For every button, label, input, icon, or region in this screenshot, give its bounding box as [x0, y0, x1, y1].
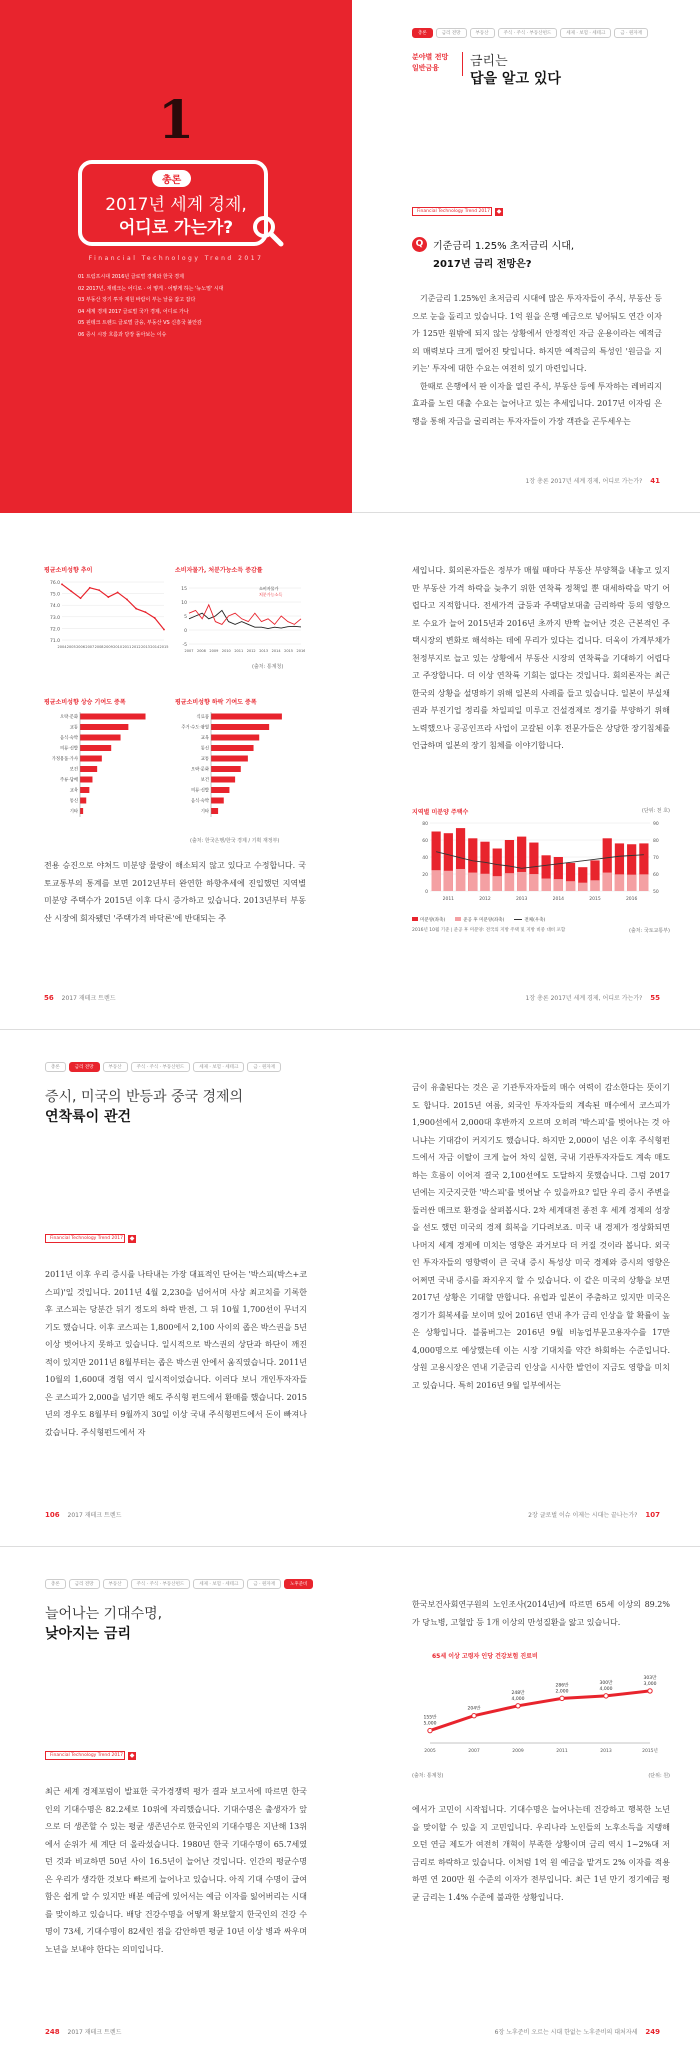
x-tick-label: 2016	[296, 649, 305, 653]
series-line	[62, 584, 164, 629]
folio-left	[45, 1510, 121, 1519]
chart-unit: (단위: 원)	[648, 1773, 670, 1779]
data-point	[61, 583, 63, 585]
tab-interest[interactable]: 금리 전망	[69, 1579, 100, 1589]
body-text: 2011년 이후 우리 증시를 나타내는 가장 대표적인 단어는 '박스피(박스+코스피)'일 것입니다. 2011년 4월 2,230을 넘어서며 사상 최고치를 기록한 후 코스피는 당분간 뒤기 정도의 하락 반전, 그 뒤 10월 1,700선이 무너지기도 했습니다. 이후 코스피는 1,800에서 2,100 사이의 좁은 박스권을 5년 이상 벗어나지 못하고 있습니다. 일시적으로 박스권의 상단과 하단이 깨진 적이 있지만 2011년 8월부터는 좁은 박스권 안에서 움직였습니다. 2011년 10월의 1,600대 경험 역시 일시적이었습니다. 이러다 보니 개인투자자들은 코스피가 2,000을 넘기만 해도 주식형 펀드에서 환매를 했습니다. 2015년의 경우도 8월부터 9월까지 30일 이상 국내 주식형펀드에서 돈이 빠져나갔습니다. 주식형펀드에서 자	[45, 1270, 307, 1437]
toc-item[interactable]: 04 세계 경제 2017 글로벌 국가 경제, 어디로 가나	[78, 308, 189, 315]
series-line	[436, 852, 644, 869]
data-point	[70, 590, 72, 592]
y-tick-label: -5	[182, 643, 187, 648]
chart-source: (출처: 국토교통부)	[629, 928, 670, 934]
x-tick-label: 2004	[57, 645, 67, 649]
chart-1-svg	[44, 578, 169, 656]
category-label: 오락·문화	[60, 715, 78, 720]
question-icon: Q	[412, 237, 427, 252]
bar-secondary	[493, 876, 502, 891]
x-tick-label: 2012	[246, 649, 256, 653]
spread-2	[0, 517, 700, 1030]
x-tick-label: 2008	[94, 645, 104, 649]
x-tick-label: 2007	[468, 1749, 480, 1754]
category-label: 의류·신발	[60, 746, 78, 752]
category-label: 주거·수도·광열	[181, 725, 209, 731]
tab-stocks[interactable]: 주식 · 주식 · 부동산펀드	[498, 28, 558, 38]
y2-tick-label: 70	[653, 856, 659, 861]
y-tick-label: 20	[422, 873, 428, 878]
tab-interest[interactable]: 금리 전망	[436, 28, 467, 38]
category-label: 교육	[69, 788, 78, 794]
series-line	[430, 1691, 650, 1731]
folio-text: 2장 글로벌 이슈 이제는 시대는 끝나는가?	[528, 1512, 638, 1519]
body-text: 에서가 고민이 시작됩니다. 기대수명은 늘어나는데 건강하고 행복한 노년을 맞이할 수 있을 지 고민입니다. 우리나라 노인들의 노후소득을 지탱해 오던 연금 제도가 여전히 개혁이 부족한 상황이며 금리 역시 1~2%대 저금리로 하락하고 있습니다. 이처럼 1억 원 예금을 맡겨도 2% 이자를 적용하면 연 200만 원 수준의 이자가 전부입니다. 최근 1년 만기 정기예금 평균 금리는 1.4% 수준에 불과한 상황입니다.	[412, 1805, 670, 1902]
folio-text: 6장 노후준비 오르는 시대 한없는 노후준비의 대처자세	[494, 2029, 638, 2036]
category-label: 교통	[200, 757, 209, 762]
body-text: 한국보건사회연구원의 노인조사(2014년)에 따르면 65세 이상의 89.2%가 당뇨병, 고혈압 등 1개 이상의 만성질환을 앓고 있습니다.	[412, 1600, 670, 1627]
heading-bold: 답을 알고 있다	[470, 71, 561, 87]
folio-right	[495, 2027, 660, 2036]
data-point	[98, 589, 100, 591]
tab-tax[interactable]: 세제 · 보험 · 세테크	[193, 1062, 244, 1072]
right-page-1	[350, 0, 700, 513]
toc-item[interactable]: 05 핀테크 트렌드 글로벌 금융, 부동산 VS 신흥국 불안감	[78, 320, 202, 326]
x-tick-label: 2015년	[642, 1749, 658, 1754]
toc-item[interactable]: 01 트럼프시대 2016년 글로벌 경제와 한국 경제	[78, 274, 184, 280]
x-tick-label: 2010	[113, 645, 123, 649]
bar	[80, 745, 111, 751]
data-point	[89, 587, 91, 589]
folio-left	[45, 2027, 121, 2036]
data-point	[117, 592, 119, 594]
x-tick-label: 2014	[150, 645, 160, 649]
x-tick-label: 2012	[479, 897, 491, 902]
page-number: 41	[650, 477, 660, 485]
y-tick-label: 10	[181, 601, 187, 606]
question-line1: 기준금리 1.25% 초저금리 시대,	[433, 241, 575, 252]
chart-source: (출처: 통계청)	[412, 1773, 444, 1779]
y-tick-label: 0	[425, 890, 428, 895]
folio-text: 2017 재테크 트렌드	[67, 1512, 122, 1519]
brand-line: Financial Technology Trend 2017	[88, 255, 264, 262]
data-label: 248만	[511, 1690, 525, 1696]
toc-item[interactable]: 02 2017년, 재테크는 어디로 · 어 떻게 · 어떻게 하는 '뉴노멀' 시대	[78, 285, 224, 292]
bar-secondary	[480, 874, 489, 891]
x-tick-label: 2008	[196, 649, 206, 653]
body-text: 최근 세계 경제포럼이 발표한 국가경쟁력 평가 결과 보고서에 따르면 한국인의 기대수명은 82.2세로 10위에 자리했습니다. 기대수명은 출생자가 앞으로 더 생존할 수 있는 평균 생존년수로 한국인의 기대수명은 지난해 13위에서 순위가 세 계단 더 올라섰습니다. 1980년 한국 기대수명이 65.7세였던 것과 비교하면 50년 사이 16.5년이 늘어난 것입니다. 인간의 평균수명은 우리가 생각한 것보다 빠르게 늘어나고 있습니다. 아직 기대 수명이 급여함은 쉽게 알 수 있지만 배분 예금에 있어서는 예금 이자를 잃어버리는 시대를 맞이하고 있습니다. 배당 건강수명을 어떻게 확보할지 한국인의 건강 수명이 73세, 기대수명이 82세인 점을 감안하면 평균 10년 이상 병과 싸우며 노년을 보내야 한다는 의미입니다.	[45, 1787, 307, 1954]
bar-secondary	[639, 874, 648, 891]
chart-unit: (단위: 천 호)	[641, 808, 670, 814]
x-tick-label: 2005	[424, 1749, 436, 1754]
left-page-2	[0, 517, 350, 1030]
tab-retirement[interactable]: 노후준비	[284, 1579, 313, 1589]
category-label: 가정용품·가사	[51, 757, 78, 762]
bar	[211, 756, 248, 762]
toc-item[interactable]: 06 증시 시장 흐름과 당장 돌아보는 이슈	[78, 331, 167, 338]
page-number: 55	[650, 994, 660, 1002]
folio-left	[44, 993, 116, 1002]
category-sub: 일반금융	[412, 64, 440, 72]
y2-tick-label: 50	[653, 890, 659, 895]
tab-tax[interactable]: 세제 · 보험 · 세테크	[560, 28, 611, 38]
chart-price-income	[175, 565, 310, 660]
bar-secondary	[627, 875, 636, 891]
bar-secondary	[529, 874, 538, 891]
y2-tick-label: 90	[653, 822, 659, 827]
data-point	[428, 1728, 432, 1732]
category-label: 교통	[69, 725, 78, 731]
chart-contrib-up	[44, 697, 169, 832]
left-page-3	[0, 1034, 350, 1547]
bar-secondary	[566, 881, 575, 891]
bar	[211, 745, 254, 751]
chapter-badge: 총론	[152, 170, 191, 187]
chart-source: (출처: 통계청)	[252, 664, 284, 670]
folio-text: 2017 재테크 트렌드	[61, 995, 116, 1002]
bar	[211, 798, 224, 804]
chart-title: 지역별 미분양 주택수	[412, 809, 469, 816]
right-page-4	[350, 1551, 700, 2064]
bar	[80, 756, 102, 762]
heading-light: 금리는	[470, 54, 508, 69]
data-point	[472, 1714, 476, 1718]
data-label: 204만	[467, 1706, 481, 1712]
y-tick-label: 74.0	[49, 604, 60, 610]
tab-stocks[interactable]: 주식 · 주식 · 부동산펀드	[131, 1579, 191, 1589]
spread-3	[0, 1034, 700, 1547]
chart-note: 2016년 10월 기준 | 준공 후 미분양: 전국의 지방 주택 및 지방 비중 대비 포함	[412, 928, 566, 933]
chart-title: 평균소비성향 하락 기여도 증폭	[175, 699, 257, 706]
x-tick-label: 2011	[234, 649, 244, 653]
bar	[80, 735, 121, 741]
tab-stocks[interactable]: 주식 · 주식 · 부동산펀드	[131, 1062, 191, 1072]
bar	[80, 787, 89, 793]
x-tick-label: 2007	[184, 649, 194, 653]
body-text: 전용 승진으로 야쳐드 미분양 물량이 해소되지 않고 있다고 수정합니다. 국토교통부의 통계를 보면 2012년부터 완연한 하향추세에 진입했던 지역별 미분양 주택수가 2015년 이후 다시 증가하고 있습니다. 2013년부터 부동산 시장에 회자됐던 '주택가격 바닥론'에 반대되는 주	[44, 861, 306, 923]
bar	[80, 777, 92, 783]
x-tick-label: 2014	[552, 897, 565, 902]
x-tick-label: 2015	[159, 645, 169, 649]
chapter-opener-page	[0, 0, 352, 513]
series-line-cpi	[189, 610, 301, 628]
bar-secondary	[505, 873, 514, 891]
question-block	[412, 237, 574, 270]
tab-gold[interactable]: 금 · 원자재	[614, 28, 648, 38]
x-tick-label: 2006	[76, 645, 86, 649]
heading-light: 증시, 미국의 반등과 중국 경제의	[45, 1089, 244, 1105]
x-tick-label: 2010	[221, 649, 231, 653]
category-label: 통신	[69, 799, 78, 804]
x-tick-label: 2009	[209, 649, 219, 653]
category-label: 음식·숙박	[60, 736, 78, 741]
x-tick-label: 2013	[515, 897, 528, 902]
ft-label: Financial Technology Trend 2017	[45, 1234, 125, 1243]
y-tick-label: 5	[184, 615, 187, 620]
category-label: 분야별 전망	[412, 53, 449, 61]
bar	[211, 714, 282, 720]
toc-item[interactable]: 03 부동산 장기 투자 재원 바람이 부는 날을 잡고 잡다	[78, 297, 196, 303]
chapter-title-line1: 2017년 세계 경제,	[105, 195, 247, 215]
folio-right	[526, 476, 660, 485]
data-point	[126, 599, 128, 601]
y2-tick-label: 80	[653, 839, 659, 844]
tab-interest[interactable]: 금리 전망	[69, 1062, 100, 1072]
folio-text: 1장 총론 2017년 세계 경제, 어디로 가는가?	[525, 995, 643, 1002]
x-tick-label: 2013	[140, 645, 150, 649]
page-number: 248	[45, 2028, 60, 2036]
right-page-2	[350, 517, 700, 1030]
bar-secondary	[615, 874, 624, 891]
bar-secondary	[578, 883, 587, 891]
category-label: 식료품	[196, 715, 209, 720]
bar	[80, 808, 83, 814]
chapter-number: 1	[158, 90, 195, 151]
page-number: 56	[44, 994, 54, 1002]
page-number: 107	[645, 1511, 660, 1519]
chart-unsold-homes	[412, 807, 670, 934]
data-label: 2,000	[555, 1689, 569, 1695]
x-tick-label: 2011	[442, 897, 455, 902]
tab-bar	[45, 1062, 281, 1072]
tab-gold[interactable]: 금 · 원자재	[247, 1579, 281, 1589]
x-tick-label: 2016	[625, 897, 638, 902]
chart-title: 65세 이상 고령자 인당 건강보험 진료비	[432, 1653, 538, 1660]
chart-5-svg	[412, 819, 670, 911]
x-tick-label: 2014	[271, 649, 281, 653]
bar	[211, 724, 269, 730]
y-tick-label: 60	[422, 839, 428, 844]
legend-label: 처분가능소득	[259, 592, 283, 597]
chart-3-svg	[44, 710, 169, 828]
chart-consumption-trend	[44, 565, 169, 660]
tab-bar	[45, 1579, 313, 1589]
data-point	[560, 1696, 564, 1700]
x-tick-label: 2009	[512, 1749, 524, 1754]
category-label: 오락·문화	[191, 767, 209, 773]
chart-title: 소비자물가, 처분가능소득 증감률	[175, 567, 263, 574]
body-text	[412, 290, 662, 430]
bar-secondary	[432, 870, 441, 891]
y-tick-label: 76.0	[49, 581, 60, 586]
category-label: 음식·숙박	[191, 799, 209, 804]
y-tick-label: 73.0	[49, 615, 60, 621]
bar	[211, 766, 241, 772]
legend-item: 미분양(좌축)	[412, 917, 445, 923]
right-page-3	[350, 1034, 700, 1547]
series-line-income	[189, 605, 301, 625]
data-label: 300만	[599, 1680, 613, 1686]
data-point	[145, 611, 147, 613]
category-label: 주류·담배	[60, 778, 78, 783]
ft-square-icon: ◆	[129, 1234, 135, 1242]
bar-secondary	[444, 871, 453, 891]
data-point	[80, 597, 82, 599]
category-label: 교육	[200, 736, 209, 741]
bar-secondary	[517, 872, 526, 891]
bar	[211, 735, 259, 741]
data-label: 3,000	[643, 1681, 657, 1687]
tab-realestate[interactable]: 부동산	[470, 28, 495, 38]
bar	[80, 714, 146, 720]
folio-right	[528, 1510, 660, 1519]
legend-item: 준공 후 미분양(좌축)	[455, 917, 504, 923]
tab-realestate[interactable]: 부동산	[103, 1579, 128, 1589]
body-text: 금이 유출된다는 것은 곧 기관투자자들의 매수 여력이 감소한다는 뜻이기도 합니다. 2015년 여름, 외국인 투자자들의 계속된 매수에서 코스피가 1,900선에서 2,000대 후반까지 오르며 오히려 '박스피'를 벗어나는 것 아니냐는 기대감이 커지기도 했습니다. 하지만 2,000이 넘은 이후 주식형펀드에서 자금 이탈이 크게 늘어 차익 실현, 국내 기관투자자들도 계속 매도하는 흐름이 이어져 결국 2,100선에도 도달하지 못했습니다. 그럼 2017년에는 지긋지긋한 '박스피'를 벗어날 수 있을까요? 일단 우리 증시 주변을 둘러싼 매크로 환경을 살펴봅시다. 2차 세계대전 종전 후 세계 경제의 성장을 선도 했던 미국의 경제 회복을 기다려보죠. 미국 내 경제가 정상화되면 나머지 세계 경제에 미치는 영향은 과거보다 더 커질 것이라 봅니다. 외국인 투자자들의 영향력이 큰 국내 증시 특성상 미국 경제와 증시의 영향은 어쩌면 국내 증시를 좌지우지 할 수 있습니다. 이 같은 미국의 상황을 보면 2017년 상황은 기대할 만합니다. 유럽과 일본이 주춤하고 있지만 미국은 경기가 회복세를 보이며 있어 2016년 연내 추가 금리 인상을 할 확률이 높은 상황입니다. 블룸버그는 2016년 9월 비농업부문고용자수를 17만 4,000명으로 예상했는데 이는 시장 기대치를 약간 하회하는 수준입니다. 상원 고용시장은 연내 기준금리 인상을 시사한 발언이 지금도 영향을 미치고 있습니다. 특히 2016년 9월 일부에서는	[412, 1083, 670, 1390]
tab-gold[interactable]: 금 · 원자재	[247, 1062, 281, 1072]
y-tick-label: 0	[184, 629, 187, 634]
legend-item: 전체(우축)	[514, 917, 545, 923]
x-tick-label: 2009	[103, 645, 113, 649]
x-tick-label: 2015	[589, 897, 601, 902]
bar-secondary	[468, 873, 477, 891]
x-tick-label: 2013	[259, 649, 269, 653]
data-label: 4,000	[511, 1696, 525, 1702]
body-text: 세입니다. 회의론자들은 정부가 매월 때마다 부동산 부양책을 내놓고 있지만 부동산 가격 하락을 늦추기 위한 연착륙 정책일 뿐 대세하락을 막기 어렵다고 지적합니다. 전세가격 급등과 주택담보대출 금리하락 등의 영향으로 수요가 늘어 2015년과 2016년 초까지 반짝 늘어난 것은 근본적인 주택시장의 변화로 해석하는 데에 무리가 있다는 겁니다. 더욱이 가계부채가 천정부지로 늘고 있는 상황에서 부동산 시장의 연착륙을 기대하기 어렵다고 주장합니다. 더 이상 연착륙 기회는 없다는 것입니다. 회의론자는 최근 한국의 상황을 설명하기 위해 일본의 사례를 들고 있습니다. 일본이 부실채권과 부진기업 정리를 차일피일 미루고 건설경제로 경기를 부양하기 위해 노력했으나 공공인프라 사업이 고갈된 이후 전문가들은 상당한 장기침체를 언급하며 일본의 장기 침체를 이야기합니다.	[412, 566, 670, 750]
chart-contrib-down	[175, 697, 310, 832]
y-tick-label: 40	[422, 856, 428, 861]
data-point	[154, 617, 156, 619]
chart-2-svg	[175, 578, 305, 656]
folio-text: 2017 재테크 트렌드	[67, 2029, 122, 2036]
chapter-toc	[78, 272, 278, 341]
data-label: 286만	[555, 1683, 569, 1689]
data-label: 5,000	[423, 1721, 437, 1727]
chart-healthcare-cost	[412, 1651, 670, 1779]
ft-square-icon: ◆	[496, 207, 502, 215]
data-point	[604, 1694, 608, 1698]
data-label: 4,000	[599, 1686, 613, 1692]
page-number: 106	[45, 1511, 60, 1519]
bar	[80, 766, 97, 772]
paragraph: 한때로 은행에서 판 이자율 열린 주식, 부동산 등에 투자하는 레버리지 효과를 노린 대출 수요는 늘어나고 있는 추세입니다. 2017년 이자림 은행을 통해 자금을 굴리려는 투자자들이 가장 객관을 곤두세우는	[412, 381, 662, 426]
y-tick-label: 15	[181, 587, 187, 592]
spread-1	[0, 0, 700, 513]
chart-6-svg	[412, 1663, 670, 1768]
chart-title: 평균소비성향 추이	[44, 567, 93, 574]
x-tick-label: 2012	[131, 645, 141, 649]
heading-light: 늘어나는 기대수명,	[45, 1606, 163, 1622]
spread-4	[0, 1551, 700, 2063]
x-tick-label: 2015	[284, 649, 294, 653]
data-point	[163, 629, 165, 631]
category-label: 통신	[200, 746, 209, 752]
tab-bar	[412, 28, 648, 38]
folio-right	[526, 993, 660, 1002]
folio-text: 1장 총론 2017년 세계 경제, 어디로 가는가?	[525, 478, 643, 485]
data-point	[648, 1689, 652, 1693]
left-page-4	[0, 1551, 350, 2064]
chart-legend	[412, 917, 670, 923]
ft-square-icon: ◆	[129, 1751, 135, 1759]
bar	[211, 787, 229, 793]
x-tick-label: 2007	[85, 645, 95, 649]
y-tick-label: 71.0	[49, 639, 60, 644]
category-label: 기타	[200, 809, 209, 815]
bar-secondary	[456, 869, 465, 891]
heading-bold: 연착륙이 관건	[45, 1109, 132, 1125]
y-tick-label: 72.0	[49, 627, 60, 633]
chart-title: 평균소비성향 상승 기여도 증폭	[44, 699, 126, 706]
x-tick-label: 2005	[66, 645, 76, 649]
bar-secondary	[542, 879, 551, 891]
x-tick-label: 2011	[122, 645, 132, 649]
page-number: 249	[645, 2028, 660, 2036]
data-label: 155만	[423, 1715, 437, 1721]
question-line2: 2017년 금리 전망은?	[433, 259, 532, 270]
bar-secondary	[603, 873, 612, 891]
tab-overview[interactable]: 총론	[45, 1062, 66, 1072]
category-label: 기타	[69, 809, 78, 815]
data-label: 303만	[643, 1675, 657, 1681]
category-label: 보건	[200, 778, 209, 783]
legend-label: 소비자물가	[259, 586, 279, 591]
ft-label-box	[45, 1234, 136, 1243]
ft-label-box	[412, 207, 503, 216]
y-tick-label: 80	[422, 822, 428, 827]
category-label: 의류·신발	[191, 788, 209, 794]
x-tick-label: 2013	[600, 1749, 612, 1754]
divider	[462, 52, 463, 76]
bar	[80, 724, 128, 730]
chapter-title-line2: 어디로 가는가?	[118, 218, 234, 238]
ft-label: Financial Technology Trend 2017	[412, 207, 492, 216]
chart-4-svg	[175, 710, 305, 828]
bar-secondary	[590, 880, 599, 891]
heading-bold: 낮아지는 금리	[45, 1626, 132, 1642]
data-point	[516, 1704, 520, 1708]
tab-realestate[interactable]: 부동산	[103, 1062, 128, 1072]
bar-secondary	[554, 879, 563, 891]
data-point	[135, 608, 137, 610]
bar	[80, 798, 86, 804]
y-tick-label: 75.0	[49, 592, 60, 598]
x-tick-label: 2011	[556, 1749, 568, 1754]
y2-tick-label: 60	[653, 873, 659, 878]
category-label: 보건	[69, 767, 78, 773]
bar	[211, 777, 235, 783]
tab-tax[interactable]: 세제 · 보험 · 세테크	[193, 1579, 244, 1589]
bar	[211, 808, 218, 814]
paragraph: 기준금리 1.25%인 초저금리 시대에 많은 투자자들이 주식, 부동산 등으로 눈을 돌리고 있습니다. 1억 원을 은행 예금으로 넣어둬도 연간 이자가 125만 원밖에 되지 않는 상황에서 안정적인 자금 운용이라는 예적금의 매력보다 크게 떨어진 탓입니다. 하지만 예적금의 특성인 '원금을 지키는' 투자에 대한 수요는 여전히 있기 마련입니다.	[412, 294, 662, 373]
tab-overview[interactable]: 총론	[45, 1579, 66, 1589]
magnifier-icon	[250, 213, 284, 247]
tab-overview[interactable]: 총론	[412, 28, 433, 38]
ft-label: Financial Technology Trend 2017	[45, 1751, 125, 1760]
data-point	[107, 596, 109, 598]
ft-label-box	[45, 1751, 136, 1760]
chart-source: (출처: 한국은행/한국 경제 / 기획 재정부)	[190, 838, 280, 844]
